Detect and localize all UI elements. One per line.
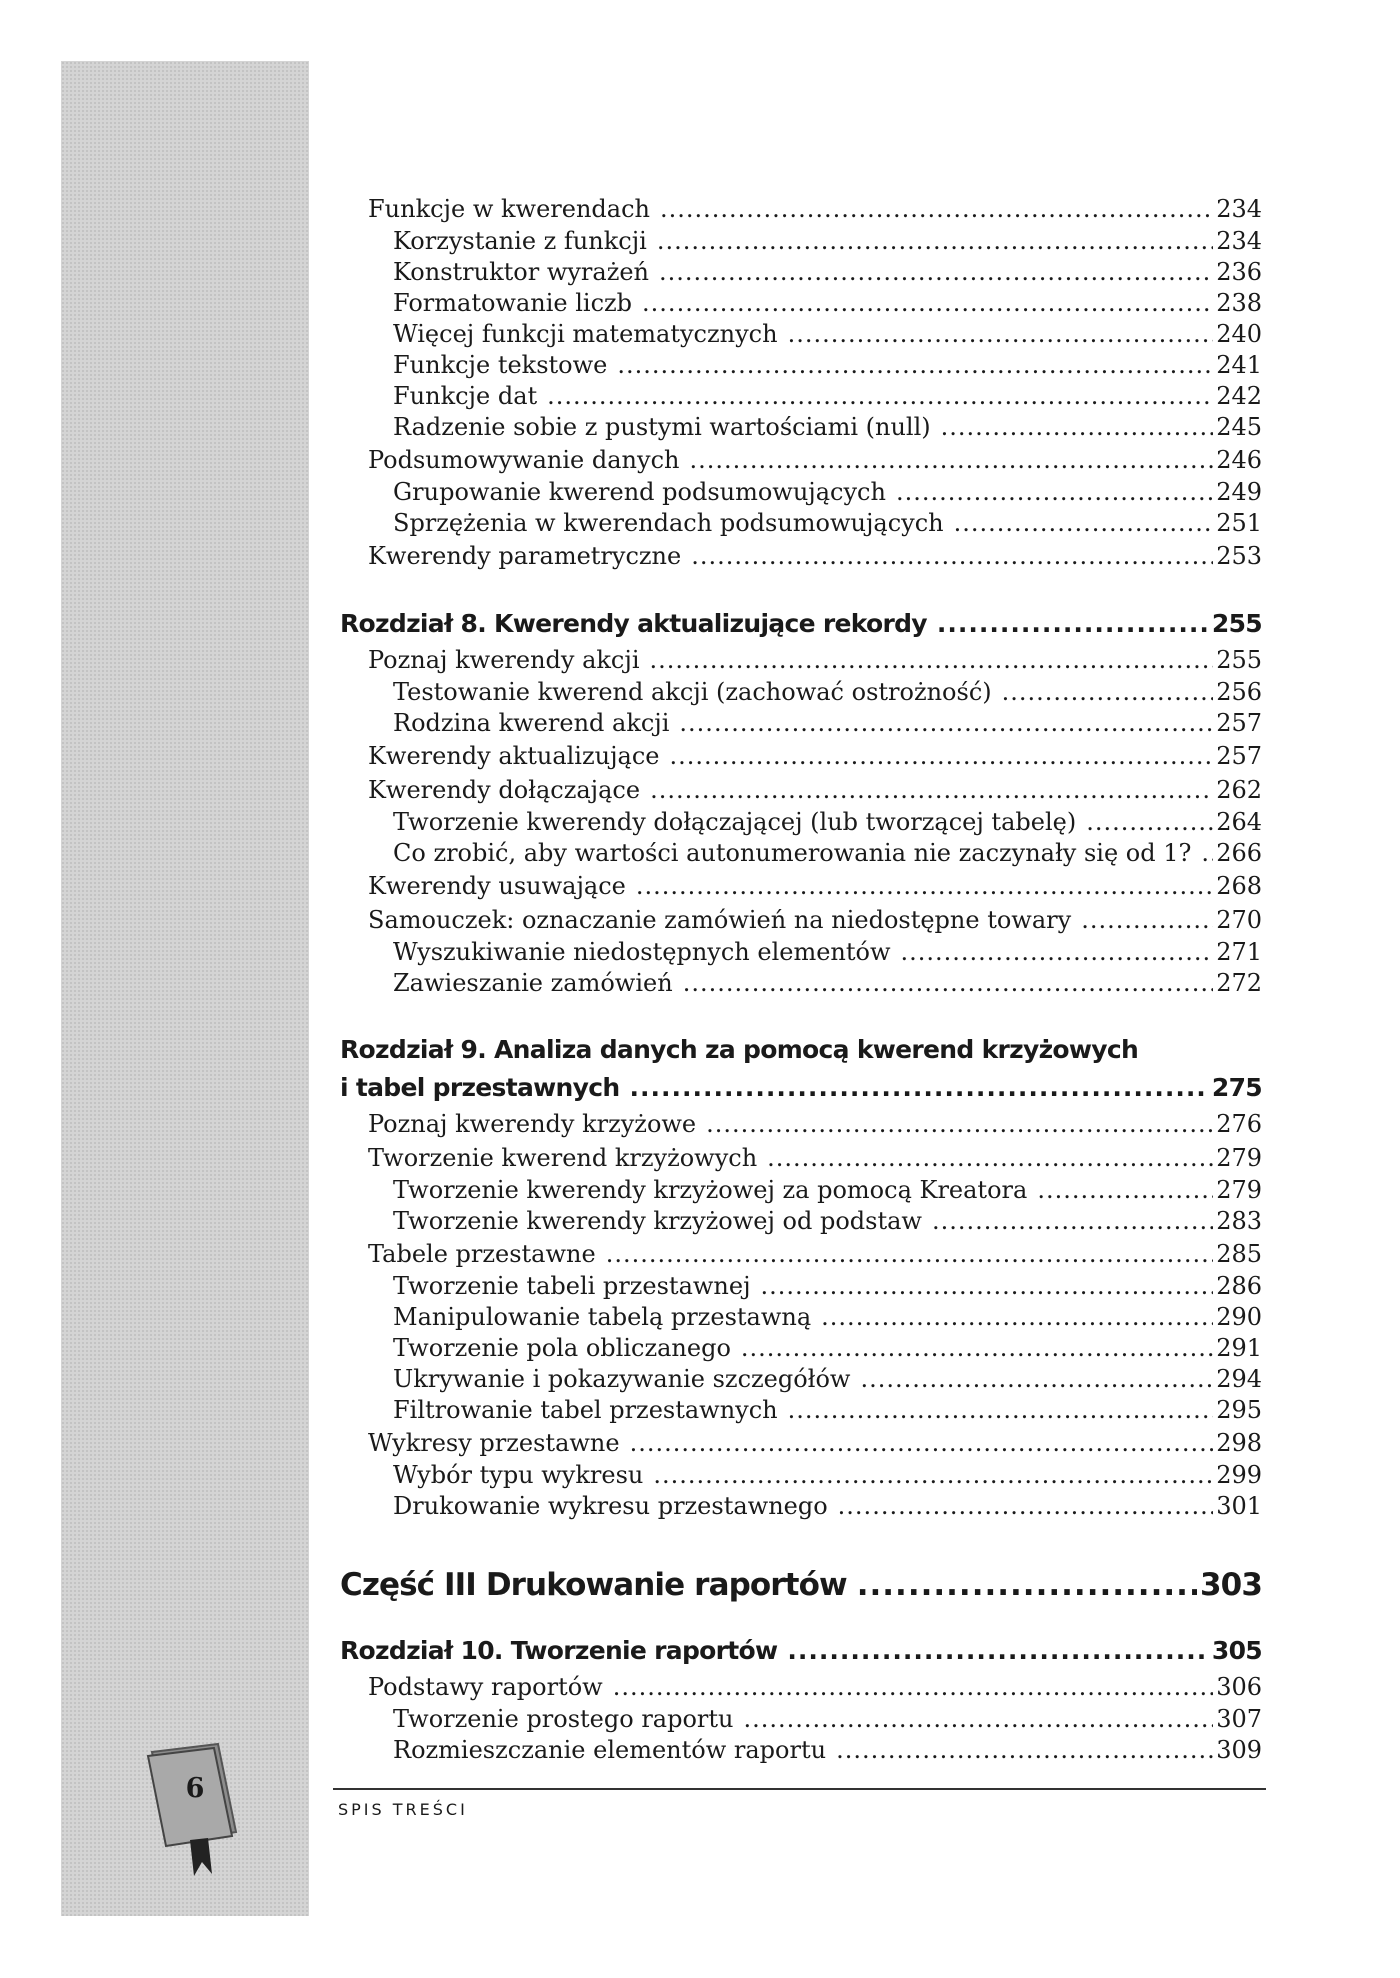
dot-leader [767, 1141, 1213, 1175]
toc-entry-page: 279 [1216, 1176, 1262, 1204]
toc-entry-page: 290 [1216, 1303, 1262, 1331]
chapter-heading-continued [340, 1069, 1262, 1107]
chapter-heading: Rozdział 9. Analiza danych za pomocą kwerend krzyżowych [340, 1035, 1139, 1064]
part-heading [340, 1560, 1262, 1610]
dot-leader [836, 1735, 1213, 1766]
toc-entry-page: 303 [1199, 1567, 1262, 1603]
dot-leader [788, 1395, 1214, 1426]
toc-entry-title: Korzystanie z funkcji [393, 227, 647, 255]
toc-entry-title: Rodzina kwerend akcji [393, 709, 670, 737]
dot-leader [657, 226, 1213, 257]
toc-entry-title: Poznaj kwerendy krzyżowe [368, 1110, 697, 1138]
toc-entry-page: 262 [1216, 776, 1262, 804]
toc-entry-page: 242 [1216, 382, 1262, 410]
toc-entry-title: Tworzenie kwerendy krzyżowej od podstaw [393, 1207, 922, 1235]
toc-entry [340, 192, 1262, 226]
chapter-heading [340, 605, 1262, 643]
toc-entry-title: Ukrywanie i pokazywanie szczegółów [393, 1365, 851, 1393]
toc-entry-title: Wykresy przestawne [368, 1429, 620, 1457]
toc-entry-page: 305 [1211, 1636, 1262, 1665]
toc-entry [340, 477, 1262, 508]
toc-entry-page: 268 [1216, 872, 1262, 900]
toc-entry-page: 286 [1216, 1272, 1262, 1300]
toc-entry [340, 539, 1262, 573]
toc-entry-page: 295 [1216, 1396, 1262, 1424]
toc-entry-title: Podsumowywanie danych [368, 446, 680, 474]
toc-entry-title: Sprzężenia w kwerendach podsumowujących [393, 509, 944, 537]
dot-leader [744, 1704, 1214, 1735]
toc-entry [340, 1333, 1262, 1364]
dot-leader [838, 1491, 1214, 1522]
dot-leader [691, 539, 1213, 573]
toc-entry-page: 306 [1216, 1673, 1262, 1701]
dot-leader [741, 1333, 1213, 1364]
dot-leader [1086, 807, 1213, 838]
toc-entry-page: 255 [1216, 646, 1262, 674]
toc-entry [340, 1271, 1262, 1302]
toc-entry [340, 1175, 1262, 1206]
toc-entry [340, 643, 1262, 677]
toc-entry [340, 1237, 1262, 1271]
dot-leader [860, 1364, 1213, 1395]
toc-entry-page: 279 [1216, 1144, 1262, 1172]
dot-leader [547, 381, 1213, 412]
toc-entry-title: Funkcje tekstowe [393, 351, 608, 379]
dot-leader [689, 443, 1213, 477]
toc-entry [340, 677, 1262, 708]
side-strip [61, 61, 309, 1916]
toc-entry-title: Tworzenie kwerend krzyżowych [368, 1144, 758, 1172]
toc-entry [340, 508, 1262, 539]
toc-entry [340, 288, 1262, 319]
toc-entry-title: Co zrobić, aby wartości autonumerowania nie zaczynały się od 1? [393, 839, 1192, 867]
toc-entry-page: 257 [1216, 742, 1262, 770]
toc-entry [340, 1670, 1262, 1704]
toc-entry-page: 255 [1211, 609, 1262, 638]
toc-entry [340, 968, 1262, 999]
toc-entry [340, 807, 1262, 838]
toc-entry-page: 241 [1216, 351, 1262, 379]
toc-entry [340, 319, 1262, 350]
dot-leader [669, 739, 1213, 773]
toc-entry-page: 246 [1216, 446, 1262, 474]
toc-entry [340, 1704, 1262, 1735]
toc-entry [340, 838, 1262, 869]
toc-entry [340, 1426, 1262, 1460]
toc-entry-title: Część III Drukowanie raportów [340, 1567, 847, 1603]
toc-entry [340, 1302, 1262, 1333]
toc-entry [340, 869, 1262, 903]
toc-entry [340, 1735, 1262, 1766]
toc-entry-page: 234 [1216, 195, 1262, 223]
toc-entry-page: 245 [1216, 413, 1262, 441]
toc-entry [340, 257, 1262, 288]
dot-leader [1201, 838, 1213, 869]
dot-leader [706, 1107, 1213, 1141]
dot-leader [630, 1426, 1214, 1460]
toc-entry-title: Tabele przestawne [368, 1240, 596, 1268]
toc-entry-page: 294 [1216, 1365, 1262, 1393]
toc-entry-page: 256 [1216, 678, 1262, 706]
toc-entry-title: Testowanie kwerend akcji (zachować ostrożność) [393, 678, 992, 706]
dot-leader [761, 1271, 1214, 1302]
toc-entry-page: 234 [1216, 227, 1262, 255]
toc-entry-page: 276 [1216, 1110, 1262, 1138]
toc-entry-page: 264 [1216, 808, 1262, 836]
toc-entry-title: Podstawy raportów [368, 1673, 603, 1701]
toc-entry-page: 309 [1216, 1736, 1262, 1764]
toc-entry-title: Formatowanie liczb [393, 289, 633, 317]
dot-leader [937, 605, 1209, 643]
toc-entry-page: 236 [1216, 258, 1262, 286]
toc-entry-title: Wyszukiwanie niedostępnych elementów [393, 938, 891, 966]
toc-entry [340, 1141, 1262, 1175]
toc-entry [340, 739, 1262, 773]
dot-leader [659, 257, 1213, 288]
dot-leader [896, 477, 1213, 508]
dot-leader [642, 288, 1213, 319]
dot-leader [954, 508, 1214, 539]
toc-entry [340, 1206, 1262, 1237]
toc-entry-page: 238 [1216, 289, 1262, 317]
toc-entry-page: 299 [1216, 1461, 1262, 1489]
toc-entry [340, 1491, 1262, 1522]
toc-entry-title: Więcej funkcji matematycznych [393, 320, 778, 348]
dot-leader [787, 1632, 1209, 1670]
dot-leader [932, 1206, 1213, 1237]
toc-entry-title: Kwerendy usuwające [368, 872, 626, 900]
toc-entry [340, 412, 1262, 443]
dot-leader [1081, 903, 1213, 937]
toc-entry-title: Funkcje dat [393, 382, 538, 410]
dot-leader [788, 319, 1214, 350]
dot-leader [821, 1302, 1213, 1333]
toc-entry-page: 253 [1216, 542, 1262, 570]
toc-entry-page: 298 [1216, 1429, 1262, 1457]
dot-leader [660, 192, 1213, 226]
toc-entry-title: Tworzenie pola obliczanego [393, 1334, 731, 1362]
dot-leader [650, 773, 1213, 807]
toc-entry-title: Tworzenie kwerendy dołączającej (lub tworzącej tabelę) [393, 808, 1077, 836]
chapter-heading [340, 1632, 1262, 1670]
dot-leader [653, 1460, 1213, 1491]
toc-entry-title: Manipulowanie tabelą przestawną [393, 1303, 812, 1331]
dot-leader [1037, 1175, 1213, 1206]
toc-entry-page: 307 [1216, 1705, 1262, 1733]
toc-entry-page: 301 [1216, 1492, 1262, 1520]
toc-entry-page: 251 [1216, 509, 1262, 537]
dot-leader [650, 643, 1214, 677]
toc-entry-page: 270 [1216, 906, 1262, 934]
toc-entry-title: Tworzenie kwerendy krzyżowej za pomocą Kreatora [393, 1176, 1028, 1204]
dot-leader [617, 350, 1213, 381]
dot-leader [857, 1560, 1197, 1610]
toc-entry-title: Wybór typu wykresu [393, 1461, 644, 1489]
page-number: 6 [185, 1773, 205, 1804]
toc-entry-page: 257 [1216, 709, 1262, 737]
toc-entry [340, 773, 1262, 807]
toc-entry [340, 903, 1262, 937]
dot-leader [941, 412, 1214, 443]
toc-entry-title: Tworzenie prostego raportu [393, 1705, 734, 1733]
book-icon [146, 1740, 242, 1878]
toc-entry [340, 1460, 1262, 1491]
toc-entry [340, 937, 1262, 968]
toc-entry-title: Filtrowanie tabel przestawnych [393, 1396, 778, 1424]
running-footer: SPIS TREŚCI [338, 1800, 468, 1819]
toc-entry-page: 291 [1216, 1334, 1262, 1362]
toc-entry-title: Kwerendy parametryczne [368, 542, 682, 570]
dot-leader [636, 869, 1213, 903]
toc-entry [340, 1107, 1262, 1141]
dot-leader [901, 937, 1214, 968]
toc-entry-title: Rozmieszczanie elementów raportu [393, 1736, 827, 1764]
toc-entry-title: Konstruktor wyrażeń [393, 258, 650, 286]
toc-entry-title: Rozdział 10. Tworzenie raportów [340, 1636, 778, 1665]
toc-entry-title: Funkcje w kwerendach [368, 195, 650, 223]
toc-entry [340, 381, 1262, 412]
toc-entry-title: Zawieszanie zamówień [393, 969, 673, 997]
toc-entry [340, 1395, 1262, 1426]
toc-entry [340, 708, 1262, 739]
dot-leader [679, 708, 1213, 739]
toc-entry-page: 249 [1216, 478, 1262, 506]
toc-entry-page: 283 [1216, 1207, 1262, 1235]
toc-entry-title: Kwerendy dołączające [368, 776, 641, 804]
toc-entry-title: Radzenie sobie z pustymi wartościami (null) [393, 413, 931, 441]
toc-entry-title: Drukowanie wykresu przestawnego [393, 1492, 828, 1520]
toc-entry-page: 272 [1216, 969, 1262, 997]
toc-entry-page: 240 [1216, 320, 1262, 348]
toc-entry-title: i tabel przestawnych [340, 1073, 620, 1102]
footer-rule [333, 1788, 1266, 1790]
dot-leader [683, 968, 1214, 999]
toc-entry-title: Tworzenie tabeli przestawnej [393, 1272, 751, 1300]
dot-leader [1002, 677, 1214, 708]
toc-entry-title: Grupowanie kwerend podsumowujących [393, 478, 886, 506]
toc-entry [340, 443, 1262, 477]
toc-entry-title: Samouczek: oznaczanie zamówień na niedostępne towary [368, 906, 1072, 934]
toc-entry [340, 226, 1262, 257]
dot-leader [629, 1069, 1208, 1107]
table-of-contents [340, 192, 1262, 1766]
toc-entry [340, 1364, 1262, 1395]
dot-leader [613, 1670, 1213, 1704]
dot-leader [606, 1237, 1214, 1271]
toc-entry-title: Poznaj kwerendy akcji [368, 646, 640, 674]
toc-entry-title: Rozdział 8. Kwerendy aktualizujące rekordy [340, 609, 927, 638]
toc-entry [340, 350, 1262, 381]
toc-entry-page: 271 [1216, 938, 1262, 966]
toc-entry-page: 266 [1216, 839, 1262, 867]
toc-entry-page: 275 [1211, 1073, 1262, 1102]
toc-entry-page: 285 [1216, 1240, 1262, 1268]
toc-entry-title: Kwerendy aktualizujące [368, 742, 660, 770]
